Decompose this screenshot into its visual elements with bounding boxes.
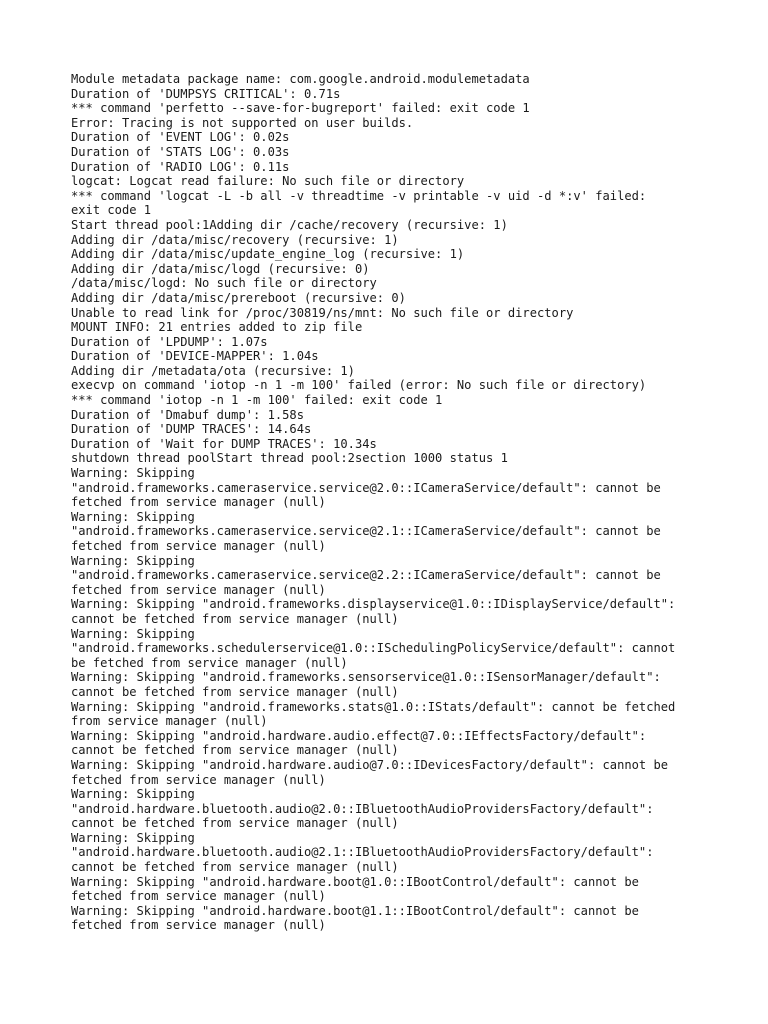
log-line: Warning: Skipping bbox=[71, 466, 195, 481]
log-line: Adding dir /data/misc/recovery (recursive: 1) bbox=[71, 232, 399, 247]
log-line: cannot be fetched from service manager (null) bbox=[71, 860, 399, 875]
log-line: Adding dir /metadata/ota (recursive: 1) bbox=[71, 363, 355, 378]
log-line: Error: Tracing is not supported on user builds. bbox=[71, 115, 414, 130]
log-line: Warning: Skipping "android.hardware.boot@1.0::IBootControl/default": cannot be bbox=[71, 874, 639, 889]
log-line: Warning: Skipping bbox=[71, 787, 195, 802]
log-line: Warning: Skipping bbox=[71, 509, 195, 524]
log-line: Warning: Skipping bbox=[71, 830, 195, 845]
log-line: Duration of 'EVENT LOG': 0.02s bbox=[71, 130, 290, 145]
log-line: "android.hardware.bluetooth.audio@2.1::IBluetoothAudioProvidersFactory/default": bbox=[71, 845, 654, 860]
log-line: Duration of 'RADIO LOG': 0.11s bbox=[71, 159, 290, 174]
log-line: MOUNT INFO: 21 entries added to zip file bbox=[71, 320, 363, 335]
log-line: fetched from service manager (null) bbox=[71, 495, 326, 510]
log-line: Warning: Skipping "android.hardware.audio.effect@7.0::IEffectsFactory/default": bbox=[71, 728, 647, 743]
log-line: "android.frameworks.cameraservice.service@2.0::ICameraService/default": cannot be bbox=[71, 480, 661, 495]
log-line: fetched from service manager (null) bbox=[71, 918, 326, 933]
log-line: cannot be fetched from service manager (null) bbox=[71, 684, 399, 699]
log-line: shutdown thread poolStart thread pool:2section 1000 status 1 bbox=[71, 451, 508, 466]
log-line: Warning: Skipping bbox=[71, 553, 195, 568]
log-line: cannot be fetched from service manager (null) bbox=[71, 816, 399, 831]
log-line: Warning: Skipping "android.hardware.boot@1.1::IBootControl/default": cannot be bbox=[71, 903, 639, 918]
log-line: Warning: Skipping "android.frameworks.displayservice@1.0::IDisplayService/default": bbox=[71, 597, 676, 612]
log-line: Adding dir /data/misc/update_engine_log (recursive: 1) bbox=[71, 247, 465, 262]
log-line: /data/misc/logd: No such file or directory bbox=[71, 276, 377, 291]
log-line: fetched from service manager (null) bbox=[71, 539, 326, 553]
log-line: "android.frameworks.cameraservice.service@2.2::ICameraService/default": cannot be bbox=[71, 568, 661, 583]
log-line: Duration of 'DUMP TRACES': 14.64s bbox=[71, 422, 312, 437]
log-line: Adding dir /data/misc/logd (recursive: 0) bbox=[71, 261, 370, 276]
log-line: fetched from service manager (null) bbox=[71, 582, 326, 597]
log-line: Duration of 'Dmabuf dump': 1.58s bbox=[71, 407, 304, 422]
log-line: *** command 'iotop -n 1 -m 100' failed: exit code 1 bbox=[71, 393, 443, 408]
log-line: cannot be fetched from service manager (null) bbox=[71, 611, 399, 626]
log-line: cannot be fetched from service manager (null) bbox=[71, 743, 399, 758]
log-line: Warning: Skipping "android.frameworks.sensorservice@1.0::ISensorManager/default": bbox=[71, 670, 661, 685]
log-line: Duration of 'LPDUMP': 1.07s bbox=[71, 334, 268, 349]
log-line: Warning: Skipping "android.frameworks.stats@1.0::IStats/default": cannot be fetched bbox=[71, 699, 676, 714]
log-line: be fetched from service manager (null) bbox=[71, 655, 348, 670]
log-line: exit code 1 bbox=[71, 203, 152, 218]
log-line: Warning: Skipping bbox=[71, 626, 195, 641]
log-line: "android.frameworks.schedulerservice@1.0::ISchedulingPolicyService/default": cannot bbox=[71, 641, 676, 656]
log-line: Duration of 'DUMPSYS CRITICAL': 0.71s bbox=[71, 86, 341, 101]
log-line: logcat: Logcat read failure: No such file or directory bbox=[71, 174, 465, 189]
log-line: Duration of 'STATS LOG': 0.03s bbox=[71, 144, 290, 159]
log-line: Warning: Skipping "android.hardware.audio@7.0::IDevicesFactory/default": cannot be bbox=[71, 757, 669, 772]
log-line: fetched from service manager (null) bbox=[71, 889, 326, 904]
log-document bbox=[71, 72, 711, 933]
log-line: fetched from service manager (null) bbox=[71, 772, 326, 787]
log-line: Unable to read link for /proc/30819/ns/mnt: No such file or directory bbox=[71, 305, 574, 320]
log-line: "android.hardware.bluetooth.audio@2.0::IBluetoothAudioProvidersFactory/default": bbox=[71, 801, 654, 816]
log-line: Duration of 'DEVICE-MAPPER': 1.04s bbox=[71, 349, 319, 364]
log-line: Duration of 'Wait for DUMP TRACES': 10.34s bbox=[71, 436, 377, 451]
log-line: "android.frameworks.cameraservice.service@2.1::ICameraService/default": cannot be bbox=[71, 524, 661, 539]
log-line: Module metadata package name: com.google.android.modulemetadata bbox=[71, 72, 530, 86]
log-line: *** command 'logcat -L -b all -v threadtime -v printable -v uid -d *:v' failed: bbox=[71, 188, 647, 203]
log-line: from service manager (null) bbox=[71, 714, 268, 729]
log-line: execvp on command 'iotop -n 1 -m 100' failed (error: No such file or directory) bbox=[71, 378, 647, 393]
log-line: *** command 'perfetto --save-for-bugreport' failed: exit code 1 bbox=[71, 101, 530, 116]
log-line: Start thread pool:1Adding dir /cache/recovery (recursive: 1) bbox=[71, 217, 508, 232]
log-line: Adding dir /data/misc/prereboot (recursive: 0) bbox=[71, 290, 406, 305]
